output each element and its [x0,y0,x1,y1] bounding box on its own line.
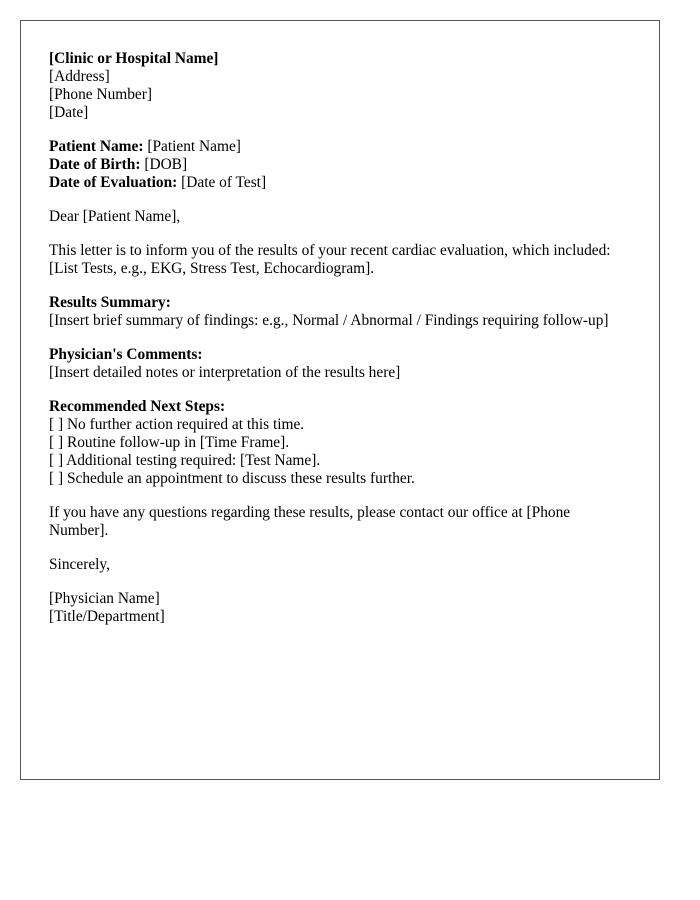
letter-page [20,20,660,780]
contact-paragraph [49,504,631,540]
contact-text: If you have any questions regarding these results, please contact our office at [Phone Number]. [49,504,571,539]
results-text: [Insert brief summary of findings: e.g., Normal / Abnormal / Findings requiring follow-up] [49,312,609,329]
comments-heading: Physician's Comments: [49,346,203,363]
next-steps-heading: Recommended Next Steps: [49,398,226,415]
intro-paragraph [49,242,631,278]
eval-date-row [49,174,631,192]
patient-name-label: Patient Name: [49,138,144,155]
comments-section [49,346,631,382]
results-heading: Results Summary: [49,294,171,311]
patient-name-value: [Patient Name] [147,138,241,155]
clinic-name: [Clinic or Hospital Name] [49,50,219,67]
comments-text: [Insert detailed notes or interpretation of the results here] [49,364,401,381]
greeting [49,208,631,226]
closing [49,556,631,574]
clinic-address: [Address] [49,68,110,85]
dob-row [49,156,631,174]
letter-date: [Date] [49,104,89,121]
dob-label: Date of Birth: [49,156,141,173]
closing-text: Sincerely, [49,556,110,573]
next-steps-section [49,398,631,488]
results-section [49,294,631,330]
patient-info [49,138,631,192]
next-step-item: [ ] Routine follow-up in [Time Frame]. [49,434,290,451]
letterhead [49,50,631,122]
physician-title: [Title/Department] [49,608,165,625]
next-step-item: [ ] Additional testing required: [Test Name]. [49,452,321,469]
clinic-phone: [Phone Number] [49,86,153,103]
next-step-item: [ ] Schedule an appointment to discuss these results further. [49,470,415,487]
intro-line-2: [List Tests, e.g., EKG, Stress Test, Echocardiogram]. [49,260,375,277]
intro-line-1: This letter is to inform you of the results of your recent cardiac evaluation, which included: [49,242,611,259]
patient-name-row [49,138,631,156]
eval-date-value: [Date of Test] [181,174,267,191]
greeting-text: Dear [Patient Name], [49,208,181,225]
signature-block [49,590,631,626]
eval-date-label: Date of Evaluation: [49,174,178,191]
physician-name: [Physician Name] [49,590,160,607]
dob-value: [DOB] [144,156,188,173]
next-step-item: [ ] No further action required at this time. [49,416,305,433]
